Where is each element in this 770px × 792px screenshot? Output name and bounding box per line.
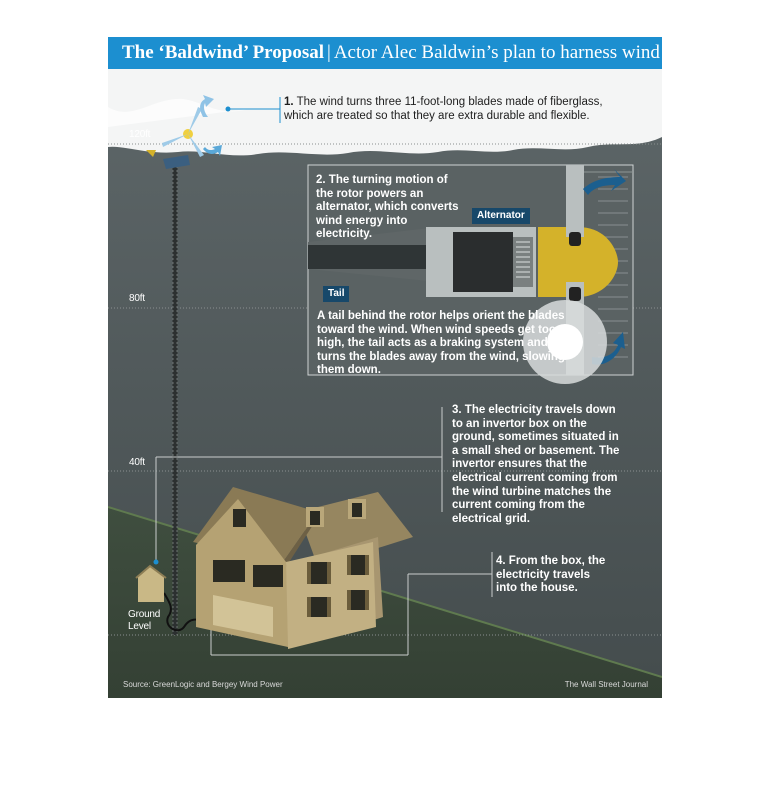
height-label-40: 40ft — [129, 457, 145, 468]
step-1-callout — [284, 96, 609, 123]
turbine-tower — [173, 162, 177, 635]
credit-note: The Wall Street Journal — [564, 680, 648, 689]
step-2-callout — [316, 174, 466, 242]
step-2-number: 2. — [316, 174, 326, 186]
height-label-80: 80ft — [129, 293, 145, 304]
tail-tag: Tail — [323, 286, 349, 302]
title-separator: | — [327, 42, 331, 63]
title-bar — [108, 37, 662, 69]
tail-note: A tail behind the rotor helps orient the blades toward the wind. When wind speeds get too high, the tail acts as a braking system and turns the blades away from the wind, slowing them down. — [317, 310, 565, 377]
step-4-callout — [496, 555, 606, 596]
title-main: The ‘Baldwind’ Proposal — [122, 42, 325, 63]
height-label-120: 120ft — [129, 129, 151, 140]
step-4-number: 4. — [496, 555, 506, 567]
ground-level-label: Ground Level — [128, 609, 161, 632]
step-1-text: The wind turns three 11-foot-long blades made of fiberglass, which are treated so that they are extra durable and flexible. — [284, 96, 603, 122]
step-2-text: The turning motion of the rotor powers an alternator, which converts wind energy into electricity. — [316, 174, 459, 241]
title-subtitle: Actor Alec Baldwin’s plan to harness wind — [333, 42, 660, 63]
alternator-tag: Alternator — [472, 208, 530, 224]
step-3-text: The electricity travels down to an invertor box on the ground, sometimes situated in a small shed or basement. The invertor ensures that the electrical current coming from the wind turbine matches the current coming from the electrical grid. — [452, 404, 620, 525]
step-3-number: 3. — [452, 404, 462, 416]
step-3-callout — [452, 404, 622, 526]
source-note: Source: GreenLogic and Bergey Wind Power — [123, 680, 283, 689]
infographic — [108, 37, 662, 698]
step-4-text: From the box, the electricity travels into the house. — [496, 555, 606, 595]
step-1-number: 1. — [284, 96, 294, 108]
